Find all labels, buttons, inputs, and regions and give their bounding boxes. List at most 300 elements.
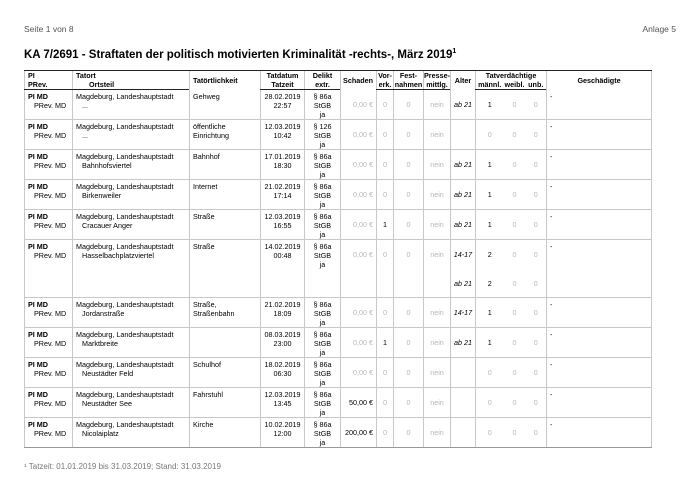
time-value: 13:45 bbox=[273, 399, 292, 408]
cell-alter bbox=[451, 120, 476, 150]
table-row bbox=[25, 150, 652, 180]
cell-tatoertlichkeit: öffentliche Einrichtung bbox=[190, 120, 261, 150]
attachment-label: Anlage 5 bbox=[642, 24, 676, 34]
prev-value: PRev. MD bbox=[34, 221, 67, 230]
ortsteil-value: Marktbreite bbox=[82, 339, 118, 348]
col-tatzeit: Tatzeit bbox=[261, 80, 305, 90]
pi-value: PI MD bbox=[28, 122, 48, 131]
schaden-value: 50,00 € bbox=[349, 398, 373, 407]
cell-delikt bbox=[305, 120, 341, 150]
cell-tatdatum bbox=[261, 150, 305, 180]
extr-value: ja bbox=[319, 140, 326, 149]
col-presse-1: Presse- bbox=[424, 71, 450, 80]
col-alter: Alter bbox=[451, 71, 476, 90]
cell-tatoertlichkeit: Straße bbox=[190, 240, 261, 298]
crimes-table bbox=[24, 70, 652, 448]
table-row bbox=[25, 240, 652, 298]
table-row bbox=[25, 358, 652, 388]
prev-value: PRev. MD bbox=[34, 369, 67, 378]
cell-vorerk bbox=[377, 298, 394, 328]
cell-schaden bbox=[341, 328, 377, 358]
extr-value: ja bbox=[319, 318, 326, 327]
col-vorerk-2: erk. bbox=[377, 80, 394, 90]
cell-tatdatum bbox=[261, 298, 305, 328]
cell-presse: nein bbox=[424, 388, 451, 418]
cell-festnahmen: 0 bbox=[394, 150, 424, 180]
tatort-value: Magdeburg, Landeshauptstadt bbox=[76, 300, 174, 309]
cell-geschaedigte: - bbox=[547, 150, 652, 180]
cell-tatort bbox=[73, 180, 190, 210]
extr-value: ja bbox=[319, 170, 326, 179]
cell-tatoertlichkeit: Schulhof bbox=[190, 358, 261, 388]
cell-presse: nein bbox=[424, 418, 451, 448]
cell-vorerk bbox=[377, 180, 394, 210]
title-text: KA 7/2691 - Straftaten der politisch motivierten Kriminalität -rechts-, März 2019 bbox=[24, 48, 453, 61]
cell-weibl: 0 bbox=[504, 210, 526, 240]
time-value: 23:00 bbox=[273, 339, 292, 348]
delikt-value: § 86a StGB bbox=[313, 330, 332, 348]
prev-value: PRev. MD bbox=[34, 399, 67, 408]
cell-presse: nein bbox=[424, 210, 451, 240]
cell-schaden bbox=[341, 418, 377, 448]
col-extr: extr. bbox=[305, 80, 341, 90]
pi-value: PI MD bbox=[28, 330, 48, 339]
time-value: 12:00 bbox=[273, 429, 292, 438]
cell-alter: 14-17 ab 21 bbox=[451, 240, 476, 298]
cell-schaden bbox=[341, 298, 377, 328]
vorerk-value: 0 bbox=[383, 250, 387, 259]
cell-geschaedigte: - bbox=[547, 240, 652, 298]
pi-value: PI MD bbox=[28, 360, 48, 369]
tatort-value: Magdeburg, Landeshauptstadt bbox=[76, 92, 174, 101]
cell-weibl: 0 bbox=[504, 388, 526, 418]
cell-pi bbox=[25, 358, 73, 388]
cell-tatort bbox=[73, 90, 190, 120]
cell-festnahmen: 0 bbox=[394, 358, 424, 388]
ortsteil-value: Nicolaiplatz bbox=[82, 429, 119, 438]
cell-pi bbox=[25, 240, 73, 298]
cell-geschaedigte: - bbox=[547, 298, 652, 328]
cell-maennl: 0 bbox=[476, 418, 504, 448]
cell-pi bbox=[25, 150, 73, 180]
cell-tatort bbox=[73, 388, 190, 418]
cell-maennl: 1 bbox=[476, 180, 504, 210]
ortsteil-value: Jordanstraße bbox=[82, 309, 125, 318]
cell-vorerk bbox=[377, 150, 394, 180]
table-header bbox=[25, 71, 652, 90]
table-row bbox=[25, 328, 652, 358]
schaden-value: 0,00 € bbox=[353, 368, 373, 377]
col-festnahmen-2: nahmen bbox=[394, 80, 423, 89]
cell-delikt bbox=[305, 90, 341, 120]
cell-geschaedigte: - bbox=[547, 90, 652, 120]
cell-schaden bbox=[341, 388, 377, 418]
cell-pi bbox=[25, 298, 73, 328]
cell-alter: ab 21 bbox=[451, 150, 476, 180]
schaden-value: 0,00 € bbox=[353, 338, 373, 347]
cell-delikt bbox=[305, 418, 341, 448]
cell-presse: nein bbox=[424, 358, 451, 388]
col-ortsteil: Ortsteil bbox=[73, 80, 190, 90]
col-pi: PI bbox=[25, 71, 73, 81]
col-geschaedigte: Geschädigte bbox=[547, 71, 652, 90]
prev-value: PRev. MD bbox=[34, 429, 67, 438]
cell-geschaedigte: - bbox=[547, 180, 652, 210]
time-value: 10:42 bbox=[273, 131, 292, 140]
extr-value: ja bbox=[319, 110, 326, 119]
cell-schaden bbox=[341, 210, 377, 240]
date-value: 08.03.2019 bbox=[264, 330, 301, 339]
ortsteil-value: Neustädter Feld bbox=[82, 369, 134, 378]
time-value: 16:55 bbox=[273, 221, 292, 230]
cell-presse: nein bbox=[424, 328, 451, 358]
cell-tatoertlichkeit: Fahrstuhl bbox=[190, 388, 261, 418]
cell-tatort bbox=[73, 358, 190, 388]
cell-tatort bbox=[73, 150, 190, 180]
cell-alter: ab 21 bbox=[451, 180, 476, 210]
cell-alter: ab 21 bbox=[451, 210, 476, 240]
vorerk-value: 0 bbox=[383, 368, 387, 377]
cell-delikt bbox=[305, 358, 341, 388]
cell-unb: 0 bbox=[526, 210, 547, 240]
pi-value: PI MD bbox=[28, 152, 48, 161]
cell-unb: 0 bbox=[526, 90, 547, 120]
cell-unb: 0 bbox=[526, 180, 547, 210]
cell-unb: 0 bbox=[526, 298, 547, 328]
schaden-value: 0,00 € bbox=[353, 130, 373, 139]
delikt-value: § 86a StGB bbox=[313, 420, 332, 438]
cell-tatdatum bbox=[261, 358, 305, 388]
delikt-value: § 86a StGB bbox=[313, 390, 332, 408]
cell-delikt bbox=[305, 298, 341, 328]
cell-pi bbox=[25, 328, 73, 358]
pi-value: PI MD bbox=[28, 182, 48, 191]
cell-alter: 14-17 bbox=[451, 298, 476, 328]
tatort-value: Magdeburg, Landeshauptstadt bbox=[76, 420, 174, 429]
prev-value: PRev. MD bbox=[34, 191, 67, 200]
date-value: 18.02.2019 bbox=[264, 360, 301, 369]
cell-festnahmen: 0 bbox=[394, 90, 424, 120]
time-value: 00:48 bbox=[273, 251, 292, 260]
cell-maennl: 0 bbox=[476, 388, 504, 418]
cell-tatdatum bbox=[261, 388, 305, 418]
cell-vorerk bbox=[377, 120, 394, 150]
cell-pi bbox=[25, 388, 73, 418]
pi-value: PI MD bbox=[28, 212, 48, 221]
cell-pi bbox=[25, 180, 73, 210]
cell-weibl: 0 bbox=[504, 120, 526, 150]
delikt-value: § 126 StGB bbox=[313, 122, 332, 140]
table-row bbox=[25, 180, 652, 210]
col-unb: unb. bbox=[526, 80, 547, 90]
vorerk-value: 1 bbox=[383, 338, 387, 347]
cell-schaden bbox=[341, 120, 377, 150]
cell-delikt bbox=[305, 210, 341, 240]
cell-maennl: 1 bbox=[476, 210, 504, 240]
cell-weibl: 0 0 bbox=[504, 240, 526, 298]
schaden-value: 0,00 € bbox=[353, 190, 373, 199]
vorerk-value: 1 bbox=[383, 220, 387, 229]
table-row bbox=[25, 388, 652, 418]
pi-value: PI MD bbox=[28, 92, 48, 101]
cell-festnahmen: 0 bbox=[394, 180, 424, 210]
cell-maennl: 1 bbox=[476, 298, 504, 328]
cell-tatoertlichkeit: Straße bbox=[190, 210, 261, 240]
time-value: 18:30 bbox=[273, 161, 292, 170]
col-weibl: weibl. bbox=[504, 80, 525, 89]
cell-pi bbox=[25, 90, 73, 120]
col-tatverdaechtige: Tatverdächtige bbox=[476, 71, 547, 81]
delikt-value: § 86a StGB bbox=[313, 212, 332, 230]
time-value: 18:09 bbox=[273, 309, 292, 318]
cell-weibl: 0 bbox=[504, 90, 526, 120]
cell-unb: 0 0 bbox=[526, 240, 547, 298]
cell-geschaedigte: - bbox=[547, 120, 652, 150]
cell-tatoertlichkeit: Kirche bbox=[190, 418, 261, 448]
cell-delikt bbox=[305, 328, 341, 358]
time-value: 06:30 bbox=[273, 369, 292, 378]
col-maennl: männl. bbox=[476, 80, 504, 90]
date-value: 14.02.2019 bbox=[264, 242, 301, 251]
cell-tatoertlichkeit: Straße, Straßenbahn bbox=[190, 298, 261, 328]
delikt-value: § 86a StGB bbox=[313, 92, 332, 110]
cell-tatdatum bbox=[261, 418, 305, 448]
vorerk-value: 0 bbox=[383, 398, 387, 407]
extr-value: ja bbox=[319, 230, 326, 239]
ortsteil-value: Neustädter See bbox=[82, 399, 132, 408]
cell-weibl: 0 bbox=[504, 328, 526, 358]
cell-geschaedigte: - bbox=[547, 358, 652, 388]
delikt-value: § 86a StGB bbox=[313, 360, 332, 378]
extr-value: ja bbox=[319, 348, 326, 357]
delikt-value: § 86a StGB bbox=[313, 182, 332, 200]
cell-pi bbox=[25, 210, 73, 240]
tatort-value: Magdeburg, Landeshauptstadt bbox=[76, 360, 174, 369]
cell-tatort bbox=[73, 298, 190, 328]
col-delikt: Delikt bbox=[305, 71, 341, 81]
table-body bbox=[25, 90, 652, 448]
pi-value: PI MD bbox=[28, 420, 48, 429]
date-value: 17.01.2019 bbox=[264, 152, 301, 161]
cell-tatdatum bbox=[261, 210, 305, 240]
ortsteil-value: Hasselbachplatzviertel bbox=[82, 251, 154, 260]
cell-maennl: 1 bbox=[476, 328, 504, 358]
col-festnahmen-1: Fest- bbox=[394, 71, 424, 81]
table-row bbox=[25, 120, 652, 150]
cell-tatort bbox=[73, 210, 190, 240]
title-footnote-mark: 1 bbox=[452, 48, 457, 55]
cell-festnahmen: 0 bbox=[394, 120, 424, 150]
cell-tatdatum bbox=[261, 180, 305, 210]
cell-presse: nein bbox=[424, 298, 451, 328]
cell-festnahmen: 0 bbox=[394, 328, 424, 358]
cell-maennl: 2 2 bbox=[476, 240, 504, 298]
cell-tatoertlichkeit bbox=[190, 328, 261, 358]
cell-pi bbox=[25, 418, 73, 448]
cell-maennl: 0 bbox=[476, 358, 504, 388]
prev-value: PRev. MD bbox=[34, 251, 67, 260]
col-tatort: Tatort bbox=[73, 71, 190, 81]
cell-weibl: 0 bbox=[504, 418, 526, 448]
cell-maennl: 1 bbox=[476, 150, 504, 180]
prev-value: PRev. MD bbox=[34, 131, 67, 140]
schaden-value: 0,00 € bbox=[353, 308, 373, 317]
extr-value: ja bbox=[319, 200, 326, 209]
extr-value: ja bbox=[319, 260, 326, 269]
cell-delikt bbox=[305, 150, 341, 180]
ortsteil-value: ... bbox=[82, 131, 88, 140]
pi-value: PI MD bbox=[28, 390, 48, 399]
table-row bbox=[25, 90, 652, 120]
extr-value: ja bbox=[319, 378, 326, 387]
col-prev: PRev. bbox=[25, 80, 73, 90]
schaden-value: 0,00 € bbox=[353, 99, 373, 109]
col-schaden: Schaden bbox=[341, 71, 377, 90]
cell-delikt bbox=[305, 240, 341, 298]
col-tatoertlichkeit: Tatörtlichkeit bbox=[190, 71, 261, 90]
extr-value: ja bbox=[319, 438, 326, 447]
cell-tatort bbox=[73, 120, 190, 150]
vorerk-value: 0 bbox=[383, 190, 387, 199]
delikt-value: § 86a StGB bbox=[313, 242, 332, 260]
cell-schaden bbox=[341, 358, 377, 388]
vorerk-value: 0 bbox=[383, 160, 387, 169]
vorerk-value: 0 bbox=[383, 428, 387, 437]
cell-presse: nein bbox=[424, 120, 451, 150]
cell-delikt bbox=[305, 180, 341, 210]
table-row bbox=[25, 210, 652, 240]
prev-value: PRev. MD bbox=[34, 339, 67, 348]
cell-vorerk bbox=[377, 240, 394, 298]
extr-value: ja bbox=[319, 408, 326, 417]
tatort-value: Magdeburg, Landeshauptstadt bbox=[76, 122, 174, 131]
col-presse-2: mittlg. bbox=[424, 80, 451, 90]
pi-value: PI MD bbox=[28, 300, 48, 309]
date-value: 28.02.2019 bbox=[264, 92, 301, 101]
cell-unb: 0 bbox=[526, 418, 547, 448]
cell-unb: 0 bbox=[526, 328, 547, 358]
cell-presse: nein bbox=[424, 150, 451, 180]
cell-maennl: 0 bbox=[476, 120, 504, 150]
time-value: 17:14 bbox=[273, 191, 292, 200]
cell-vorerk bbox=[377, 388, 394, 418]
cell-tatoertlichkeit: Bahnhof bbox=[190, 150, 261, 180]
cell-schaden bbox=[341, 180, 377, 210]
cell-unb: 0 bbox=[526, 388, 547, 418]
cell-geschaedigte: - bbox=[547, 328, 652, 358]
tatort-value: Magdeburg, Landeshauptstadt bbox=[76, 212, 174, 221]
tatort-value: Magdeburg, Landeshauptstadt bbox=[76, 330, 174, 339]
date-value: 12.03.2019 bbox=[264, 390, 301, 399]
tatort-value: Magdeburg, Landeshauptstadt bbox=[76, 242, 174, 251]
cell-tatort bbox=[73, 418, 190, 448]
cell-unb: 0 bbox=[526, 358, 547, 388]
col-tatdatum: Tatdatum bbox=[261, 71, 305, 81]
ortsteil-value: Bahnhofsviertel bbox=[82, 161, 132, 170]
cell-tatdatum bbox=[261, 90, 305, 120]
cell-geschaedigte: - bbox=[547, 418, 652, 448]
cell-vorerk bbox=[377, 210, 394, 240]
cell-unb: 0 bbox=[526, 150, 547, 180]
vorerk-value: 0 bbox=[383, 308, 387, 317]
cell-festnahmen: 0 bbox=[394, 240, 424, 298]
cell-tatoertlichkeit: Internet bbox=[190, 180, 261, 210]
cell-delikt bbox=[305, 388, 341, 418]
col-vorerk-1: Vor- bbox=[378, 71, 392, 80]
cell-tatort bbox=[73, 328, 190, 358]
cell-festnahmen: 0 bbox=[394, 418, 424, 448]
cell-alter bbox=[451, 418, 476, 448]
date-value: 12.03.2019 bbox=[264, 122, 301, 131]
vorerk-value: 0 bbox=[383, 100, 387, 109]
schaden-value: 0,00 € bbox=[353, 160, 373, 169]
delikt-value: § 86a StGB bbox=[313, 300, 332, 318]
ortsteil-value: ... bbox=[82, 101, 88, 110]
schaden-value: 0,00 € bbox=[353, 220, 373, 229]
page-title bbox=[24, 48, 456, 61]
date-value: 21.02.2019 bbox=[264, 300, 301, 309]
cell-festnahmen: 0 bbox=[394, 388, 424, 418]
cell-maennl: 1 bbox=[476, 90, 504, 120]
table-row bbox=[25, 418, 652, 448]
ortsteil-value: Cracauer Anger bbox=[82, 221, 133, 230]
cell-alter: ab 21 bbox=[451, 328, 476, 358]
cell-schaden bbox=[341, 240, 377, 298]
page-number: Seite 1 von 8 bbox=[24, 24, 74, 34]
cell-tatdatum bbox=[261, 120, 305, 150]
schaden-value: 0,00 € bbox=[353, 250, 373, 259]
cell-weibl: 0 bbox=[504, 298, 526, 328]
cell-schaden bbox=[341, 90, 377, 120]
cell-pi bbox=[25, 120, 73, 150]
date-value: 21.02.2019 bbox=[264, 182, 301, 191]
cell-tatoertlichkeit: Gehweg bbox=[190, 90, 261, 120]
time-value: 22:57 bbox=[273, 101, 292, 110]
schaden-value: 200,00 € bbox=[345, 428, 373, 437]
ortsteil-value: Birkenweiler bbox=[82, 191, 122, 200]
cell-alter bbox=[451, 358, 476, 388]
pi-value: PI MD bbox=[28, 242, 48, 251]
table-row bbox=[25, 298, 652, 328]
tatort-value: Magdeburg, Landeshauptstadt bbox=[76, 182, 174, 191]
cell-geschaedigte: - bbox=[547, 210, 652, 240]
cell-vorerk bbox=[377, 418, 394, 448]
cell-tatdatum bbox=[261, 328, 305, 358]
cell-alter: ab 21 bbox=[451, 90, 476, 120]
tatort-value: Magdeburg, Landeshauptstadt bbox=[76, 390, 174, 399]
prev-value: PRev. MD bbox=[34, 101, 67, 110]
cell-vorerk bbox=[377, 90, 394, 120]
tatort-value: Magdeburg, Landeshauptstadt bbox=[76, 152, 174, 161]
cell-presse: nein bbox=[424, 180, 451, 210]
cell-unb: 0 bbox=[526, 120, 547, 150]
date-value: 12.03.2019 bbox=[264, 212, 301, 221]
cell-tatort bbox=[73, 240, 190, 298]
cell-weibl: 0 bbox=[504, 180, 526, 210]
vorerk-value: 0 bbox=[383, 130, 387, 139]
prev-value: PRev. MD bbox=[34, 161, 67, 170]
cell-presse: nein bbox=[424, 90, 451, 120]
cell-alter bbox=[451, 388, 476, 418]
prev-value: PRev. MD bbox=[34, 309, 67, 318]
cell-geschaedigte: - bbox=[547, 388, 652, 418]
cell-weibl: 0 bbox=[504, 150, 526, 180]
cell-festnahmen: 0 bbox=[394, 298, 424, 328]
cell-vorerk bbox=[377, 328, 394, 358]
cell-presse: nein bbox=[424, 240, 451, 298]
cell-weibl: 0 bbox=[504, 358, 526, 388]
cell-festnahmen: 0 bbox=[394, 210, 424, 240]
